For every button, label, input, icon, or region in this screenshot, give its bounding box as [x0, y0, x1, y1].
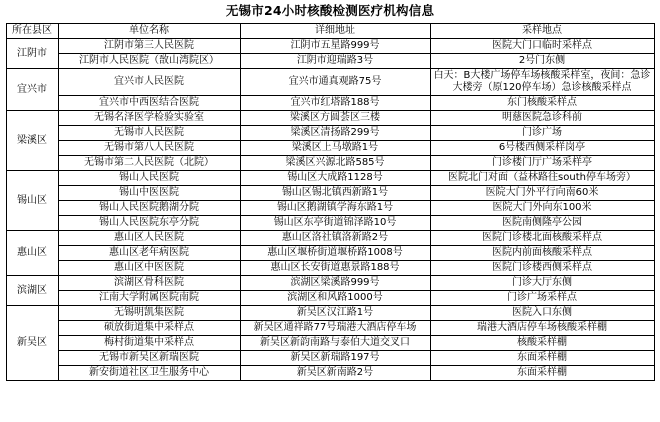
institution-name-cell: 江南大学附属医院南院 [58, 291, 240, 306]
institution-name-cell: 惠山区中医医院 [58, 261, 240, 276]
address-cell: 锡山区东亭街道锦泽路10号 [240, 216, 430, 231]
sampling-site-cell: 6号楼西侧采样岗亭 [430, 141, 654, 156]
sampling-site-cell: 明慈医院急诊科前 [430, 111, 654, 126]
address-cell: 锡山区锡北镇西新路1号 [240, 186, 430, 201]
institution-name-cell: 无锡名泽医学检验实验室 [58, 111, 240, 126]
table-row [6, 54, 654, 69]
address-cell: 梁溪区兴源北路585号 [240, 156, 430, 171]
sampling-site-cell: 医院门诊楼西侧采样点 [430, 261, 654, 276]
table-row [6, 126, 654, 141]
table-row [6, 216, 654, 231]
institution-name-cell: 梅村街道集中采样点 [58, 336, 240, 351]
page-title: 无锡市24小时核酸检测医疗机构信息 [225, 3, 435, 18]
sampling-site-cell: 东面采样棚 [430, 351, 654, 366]
sampling-site-cell: 医院大门口临时采样点 [430, 39, 654, 54]
address-cell: 新吴区新瑞路197号 [240, 351, 430, 366]
region-cell: 锡山区 [6, 171, 58, 231]
hospital-table [6, 23, 655, 381]
sampling-site-cell: 医院门诊楼北面核酸采样点 [430, 231, 654, 246]
institution-name-cell: 无锡市第八人民医院 [58, 141, 240, 156]
sampling-site-cell: 医院大门外向东100米 [430, 201, 654, 216]
address-cell: 宜兴市通真观路75号 [240, 69, 430, 96]
institution-name-cell: 锡山人民医院东亭分院 [58, 216, 240, 231]
institution-name-cell: 无锡明凯集医院 [58, 306, 240, 321]
sampling-site-cell: 医院入口东侧 [430, 306, 654, 321]
institution-name-cell: 惠山区老年病医院 [58, 246, 240, 261]
institution-name-cell: 宜兴市人民医院 [58, 69, 240, 96]
table-header [6, 24, 654, 39]
sampling-site-cell: 白天：B大楼广场停车场核酸采样室，夜间：急诊大楼旁（原120停车场）急诊核酸采样点 [430, 69, 654, 96]
region-cell: 梁溪区 [6, 111, 58, 171]
institution-name-cell: 滨湖区骨科医院 [58, 276, 240, 291]
sampling-site-cell: 东面采样棚 [430, 366, 654, 381]
sampling-site-cell: 门诊大厅东侧 [430, 276, 654, 291]
sampling-site-cell: 门诊广场 [430, 126, 654, 141]
address-cell: 宜兴市红塔路188号 [240, 96, 430, 111]
column-header-site: 采样地点 [430, 24, 654, 39]
column-header-name: 单位名称 [58, 24, 240, 39]
sampling-site-cell: 医院北门对面（益林路往south停车场旁） [430, 171, 654, 186]
address-cell: 锡山区鹅湖镇学海东路1号 [240, 201, 430, 216]
table-row [6, 156, 654, 171]
address-cell: 新吴区新南路2号 [240, 366, 430, 381]
address-cell: 滨湖区和风路1000号 [240, 291, 430, 306]
institution-name-cell: 锡山中医医院 [58, 186, 240, 201]
sampling-site-cell: 门诊楼门厅广场采样亭 [430, 156, 654, 171]
sampling-site-cell: 医院大门外平行向南60米 [430, 186, 654, 201]
sampling-site-cell: 核酸采样棚 [430, 336, 654, 351]
institution-name-cell: 锡山人民医院 [58, 171, 240, 186]
address-cell: 惠山区长安街道惠景路188号 [240, 261, 430, 276]
table-row [6, 69, 654, 96]
table-row [6, 351, 654, 366]
region-cell: 宜兴市 [6, 69, 58, 111]
institution-name-cell: 江阴市第三人民医院 [58, 39, 240, 54]
region-cell: 滨湖区 [6, 276, 58, 306]
table-row [6, 141, 654, 156]
institution-name-cell: 锡山人民医院鹅湖分院 [58, 201, 240, 216]
institution-name-cell: 无锡市第二人民医院（北院） [58, 156, 240, 171]
table-row [6, 366, 654, 381]
address-cell: 惠山区洛社镇洛新路2号 [240, 231, 430, 246]
table-row [6, 321, 654, 336]
address-cell: 滨湖区梁溪路999号 [240, 276, 430, 291]
sampling-site-cell: 医院内前面核酸采样点 [430, 246, 654, 261]
address-cell: 江阴市迎瑞路3号 [240, 54, 430, 69]
table-row [6, 246, 654, 261]
table-body [6, 39, 654, 381]
table-row [6, 291, 654, 306]
address-cell: 新吴区新韵南路与泰伯大道交叉口 [240, 336, 430, 351]
sampling-site-cell: 瑞港大酒店停车场核酸采样棚 [430, 321, 654, 336]
table-header-row [6, 24, 654, 39]
region-cell: 惠山区 [6, 231, 58, 276]
column-header-region: 所在县区 [6, 24, 58, 39]
institution-name-cell: 惠山区人民医院 [58, 231, 240, 246]
sampling-site-cell: 医院南侧隆亭公园 [430, 216, 654, 231]
address-cell: 惠山区堰桥街道堰桥路1008号 [240, 246, 430, 261]
table-row [6, 171, 654, 186]
institution-name-cell: 硕放街道集中采样点 [58, 321, 240, 336]
table-row [6, 231, 654, 246]
sampling-site-cell: 2号门东侧 [430, 54, 654, 69]
address-cell: 江阴市五星路999号 [240, 39, 430, 54]
column-header-address: 详细地址 [240, 24, 430, 39]
address-cell: 梁溪区清扬路299号 [240, 126, 430, 141]
table-row [6, 306, 654, 321]
table-row [6, 201, 654, 216]
region-cell: 江阴市 [6, 39, 58, 69]
table-row [6, 96, 654, 111]
institution-name-cell: 无锡市人民医院 [58, 126, 240, 141]
region-cell: 新吴区 [6, 306, 58, 381]
address-cell: 新吴区通祥路77号瑞港大酒店停车场 [240, 321, 430, 336]
institution-name-cell: 宜兴市中西医结合医院 [58, 96, 240, 111]
address-cell: 新吴区汉江路1号 [240, 306, 430, 321]
institution-name-cell: 新安街道社区卫生服务中心 [58, 366, 240, 381]
address-cell: 梁溪区上马墩路1号 [240, 141, 430, 156]
table-row [6, 39, 654, 54]
institution-name-cell: 无锡市新吴区新瑞医院 [58, 351, 240, 366]
address-cell: 锡山区大成路1128号 [240, 171, 430, 186]
table-row [6, 111, 654, 126]
table-row [6, 336, 654, 351]
institution-name-cell: 江阴市人民医院（敔山湾院区） [58, 54, 240, 69]
address-cell: 梁溪区方圆荟区三楼 [240, 111, 430, 126]
sampling-site-cell: 门诊广场采样点 [430, 291, 654, 306]
table-row [6, 186, 654, 201]
table-row [6, 261, 654, 276]
table-row [6, 276, 654, 291]
sampling-site-cell: 东门核酸采样点 [430, 96, 654, 111]
